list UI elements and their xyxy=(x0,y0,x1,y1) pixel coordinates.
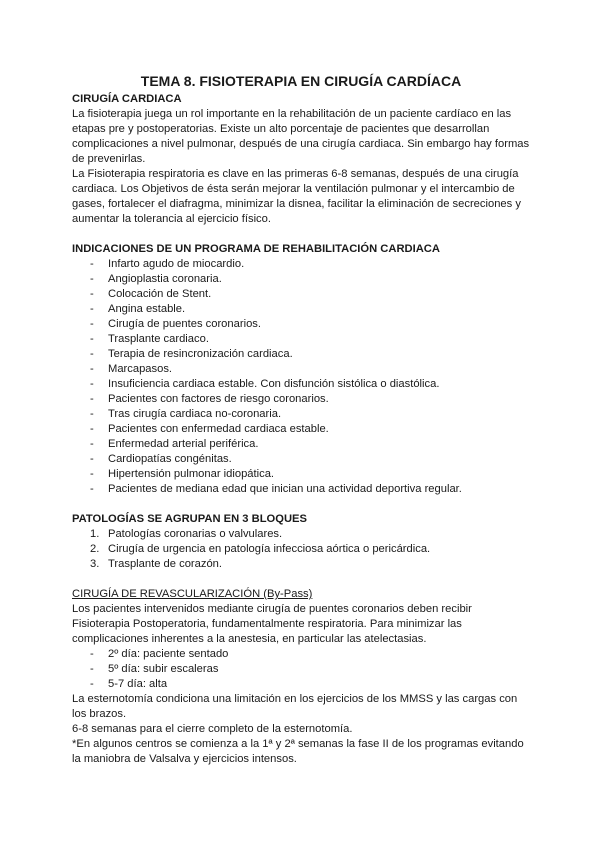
list-item-text: Patologías coronarias o valvulares. xyxy=(108,528,283,540)
list-item xyxy=(72,392,530,407)
dash-marker: - xyxy=(90,423,94,435)
dash-marker: - xyxy=(90,468,94,480)
dash-marker: - xyxy=(90,678,94,690)
list-item xyxy=(72,542,530,557)
section-heading-revascularizacion: CIRUGÍA DE REVASCULARIZACIÓN (By-Pass) xyxy=(72,588,313,600)
number-marker: 1. xyxy=(90,528,100,540)
list-item-text: 5º día: subir escaleras xyxy=(108,663,219,675)
list-item xyxy=(72,317,530,332)
list-item xyxy=(72,437,530,452)
list-item-text: Infarto agudo de miocardio. xyxy=(108,258,245,270)
list-item-text: Pacientes con enfermedad cardiaca estable. xyxy=(108,423,329,435)
list-item-text: Enfermedad arterial periférica. xyxy=(108,438,259,450)
page-title: TEMA 8. FISIOTERAPIA EN CIRUGÍA CARDÍACA xyxy=(140,73,462,89)
dash-marker: - xyxy=(90,663,94,675)
postop-days-list xyxy=(72,647,530,692)
list-item-text: Cirugía de urgencia en patología infecciosa aórtica o pericárdica. xyxy=(108,543,431,555)
list-item-text: Angioplastia coronaria. xyxy=(108,273,222,285)
list-item-text: Cirugía de puentes coronarios. xyxy=(108,318,261,330)
list-item xyxy=(72,452,530,467)
list-item xyxy=(72,557,530,572)
list-item-text: Pacientes de mediana edad que inician una actividad deportiva regular. xyxy=(108,483,462,495)
list-item xyxy=(72,362,530,377)
list-item-text: Angina estable. xyxy=(108,303,186,315)
list-item-text: 2º día: paciente sentado xyxy=(108,648,229,660)
list-item-text: Cardiopatías congénitas. xyxy=(108,453,232,465)
paragraph: *En algunos centros se comienza a la 1ª y 2ª semanas la fase II de los programas evitando la maniobra de Valsalva y ejercicios intensos. xyxy=(72,738,524,765)
dash-marker: - xyxy=(90,258,94,270)
list-item-text: Trasplante de corazón. xyxy=(108,558,223,570)
dash-marker: - xyxy=(90,408,94,420)
list-item xyxy=(72,377,530,392)
number-marker: 2. xyxy=(90,543,100,555)
dash-marker: - xyxy=(90,288,94,300)
paragraph: 6-8 semanas para el cierre completo de la esternotomía. xyxy=(72,723,353,735)
dash-marker: - xyxy=(90,648,94,660)
dash-marker: - xyxy=(90,273,94,285)
list-item xyxy=(72,257,530,272)
dash-marker: - xyxy=(90,363,94,375)
list-item-text: Marcapasos. xyxy=(108,363,173,375)
list-item-text: 5-7 día: alta xyxy=(108,678,168,690)
list-item-text: Insuficiencia cardiaca estable. Con disfunción sistólica o diastólica. xyxy=(108,378,440,390)
list-item xyxy=(72,332,530,347)
list-item-text: Tras cirugía cardiaca no-coronaria. xyxy=(108,408,282,420)
list-item xyxy=(72,422,530,437)
list-item-text: Trasplante cardiaco. xyxy=(108,333,209,345)
section-heading-cirugia-cardiaca: CIRUGÍA CARDIACA xyxy=(72,93,182,105)
dash-marker: - xyxy=(90,453,94,465)
list-item-text: Colocación de Stent. xyxy=(108,288,212,300)
dash-marker: - xyxy=(90,333,94,345)
list-item-text: Pacientes con factores de riesgo coronarios. xyxy=(108,393,329,405)
section-heading-patologias: PATOLOGÍAS SE AGRUPAN EN 3 BLOQUES xyxy=(72,513,307,525)
section-heading-indicaciones: INDICACIONES DE UN PROGRAMA DE REHABILITACIÓN CARDIACA xyxy=(72,243,440,255)
dash-marker: - xyxy=(90,303,94,315)
paragraph: La Fisioterapia respiratoria es clave en las primeras 6-8 semanas, después de una cirugía cardiaca. Los Objetivos de ésta serán mejorar la ventilación pulmonar y el intercambio de gases, fortalecer el diafragma, minimizar la disnea, facilitar la eliminación de secreciones y aumentar la tolerancia al ejercicio físico. xyxy=(72,168,521,225)
paragraph: Los pacientes intervenidos mediante cirugía de puentes coronarios deben recibir Fisioterapia Postoperatoria, fundamentalmente respiratoria. Para minimizar las complicaciones inherentes a la anestesia, en particular las atelectasias. xyxy=(72,603,472,645)
dash-marker: - xyxy=(90,318,94,330)
paragraph: La fisioterapia juega un rol importante en la rehabilitación de un paciente cardíaco en las etapas pre y postoperatorias. Existe un alto porcentaje de pacientes que desarrollan complicaciones a nivel pulmonar, después de una cirugía cardiaca. Sin embargo hay formas de prevenirlas. xyxy=(72,108,530,165)
dash-marker: - xyxy=(90,378,94,390)
indicaciones-list xyxy=(72,257,530,497)
dash-marker: - xyxy=(90,483,94,495)
list-item xyxy=(72,302,530,317)
dash-marker: - xyxy=(90,393,94,405)
list-item xyxy=(72,407,530,422)
list-item-text: Hipertensión pulmonar idiopática. xyxy=(108,468,275,480)
list-item xyxy=(72,287,530,302)
list-item xyxy=(72,467,530,482)
dash-marker: - xyxy=(90,348,94,360)
list-item xyxy=(72,482,530,497)
list-item xyxy=(72,347,530,362)
list-item-text: Terapia de resincronización cardiaca. xyxy=(108,348,293,360)
list-item xyxy=(72,272,530,287)
list-item xyxy=(72,647,530,662)
number-marker: 3. xyxy=(90,558,100,570)
patologias-list xyxy=(72,527,530,572)
dash-marker: - xyxy=(90,438,94,450)
paragraph: La esternotomía condiciona una limitación en los ejercicios de los MMSS y las cargas con los brazos. xyxy=(72,693,518,720)
list-item xyxy=(72,677,530,692)
list-item xyxy=(72,527,530,542)
list-item xyxy=(72,662,530,677)
